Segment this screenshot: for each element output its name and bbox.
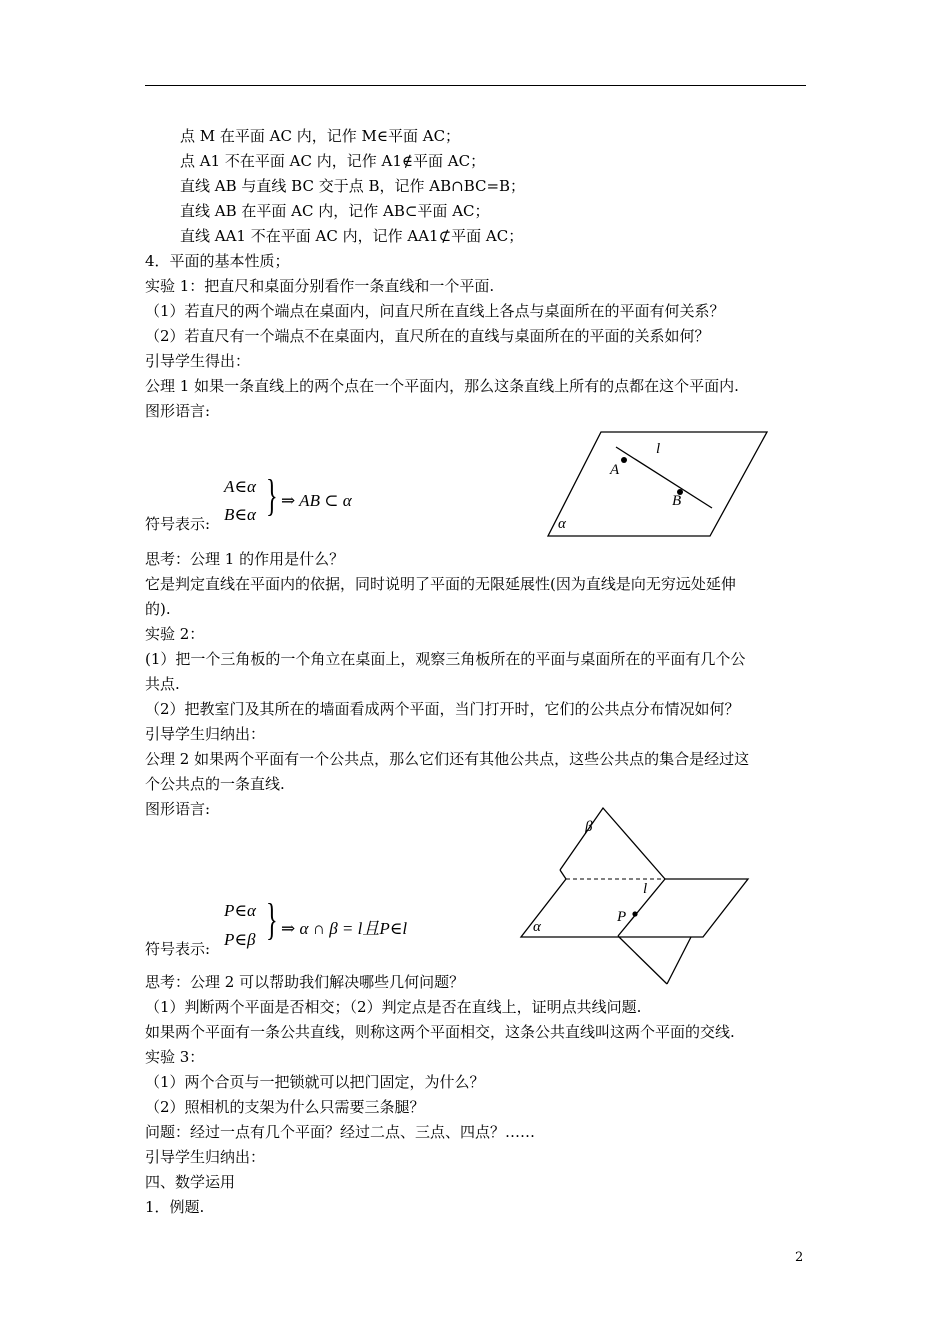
right-brace-icon-2: } [266,895,278,944]
text-line-1: 点 M 在平面 AC 内，记作 M∈平面 AC； [180,127,461,145]
answer-1b: 的). [145,600,171,618]
text-line-3: 直线 AB 与直线 BC 交于点 B，记作 AB∩BC=B； [180,177,526,195]
text-line-4: 直线 AB 在平面 AC 内，记作 AB⊂平面 AC； [180,202,490,220]
answer-1a: 它是判定直线在平面内的依据，同时说明了平面的无限延展性(因为直线是向无穷远处延伸 [145,575,736,593]
question-2: （2）若直尺有一个端点不在桌面内，直尺所在的直线与桌面所在的平面的关系如何？ [145,327,710,345]
graphic-language-label: 图形语言: [145,402,211,420]
guide-text-3: 引导学生归纳出： [145,1148,266,1166]
definition-intersect: 如果两个平面有一条公共直线，则称这两个平面相交，这条公共直线叫这两个平面的交线. [145,1023,735,1041]
formula1-result: ⇒ AB ⊂ α [281,491,352,510]
fig2-label-beta: β [585,819,593,835]
experiment-3: 实验 3： [145,1048,205,1066]
section-heading: 4．平面的基本性质； [145,252,290,270]
text-line-5: 直线 AA1 不在平面 AC 内，记作 AA1⊄平面 AC； [180,227,524,245]
formula2-row2: P∈β [224,930,256,949]
formula2-row1: P∈α [224,901,256,920]
page-number: 2 [795,1250,804,1265]
symbol-label: 符号表示: [145,515,211,533]
guide-text: 引导学生得出： [145,352,251,370]
example-heading: 1．例题. [145,1198,205,1216]
axiom-1: 公理 1 如果一条直线上的两个点在一个平面内，那么这条直线上所有的点都在这个平面内. [145,377,739,395]
text-line-2: 点 A1 不在平面 AC 内，记作 A1∉平面 AC； [180,152,486,170]
guide-text-2: 引导学生归纳出： [145,725,266,743]
formula2-result: ⇒ α ∩ β = l且P∈l [281,919,408,938]
fig2-label-l: l [643,881,648,897]
symbol-label-2: 符号表示: [145,940,211,958]
exp2-q1a: (1）把一个三角板的一个角立在桌面上，观察三角板所在的平面与桌面所在的平面有几个公 [145,650,746,668]
fig2-label-p: P [617,909,627,925]
fig1-label-l: l [656,441,661,457]
right-brace-icon: } [266,471,278,520]
think-1: 思考：公理 1 的作用是什么？ [145,550,345,568]
figure-intersecting-planes [515,800,755,990]
fig1-label-b: B [672,493,682,509]
axiom-2b: 个公共点的一条直线. [145,775,285,793]
fig2-label-alpha: α [533,919,541,935]
formula1-row2: B∈α [224,505,256,524]
graphic-language-label-2: 图形语言: [145,800,211,818]
exp2-q2: （2）把教室门及其所在的墙面看成两个平面，当门打开时，它们的公共点分布情况如何？ [145,700,740,718]
section-four-heading: 四、数学运用 [145,1173,236,1191]
axiom-2a: 公理 2 如果两个平面有一个公共点，那么它们还有其他公共点，这些公共点的集合是经过这 [145,750,750,768]
fig1-label-a: A [610,462,620,478]
figure-line-in-plane [540,425,780,545]
think-2: 思考：公理 2 可以帮助我们解决哪些几何问题？ [145,973,465,991]
fig1-label-alpha: α [558,516,566,532]
question-1: （1）若直尺的两个端点在桌面内，问直尺所在直线上各点与桌面所在的平面有何关系？ [145,302,725,320]
exp3-q1: （1）两个合页与一把锁就可以把门固定，为什么？ [145,1073,485,1091]
question-points: 问题：经过一点有几个平面？经过二点、三点、四点？…… [145,1123,536,1141]
header-rule [145,85,806,86]
formula1-row1: A∈α [224,477,256,496]
exp3-q2: （2）照相机的支架为什么只需要三条腿？ [145,1098,425,1116]
experiment-1: 实验 1：把直尺和桌面分别看作一条直线和一个平面. [145,277,495,295]
exp2-q1b: 共点. [145,675,180,693]
answer-2: （1）判断两个平面是否相交；（2）判定点是否在直线上，证明点共线问题. [145,998,642,1016]
experiment-2: 实验 2： [145,625,205,643]
